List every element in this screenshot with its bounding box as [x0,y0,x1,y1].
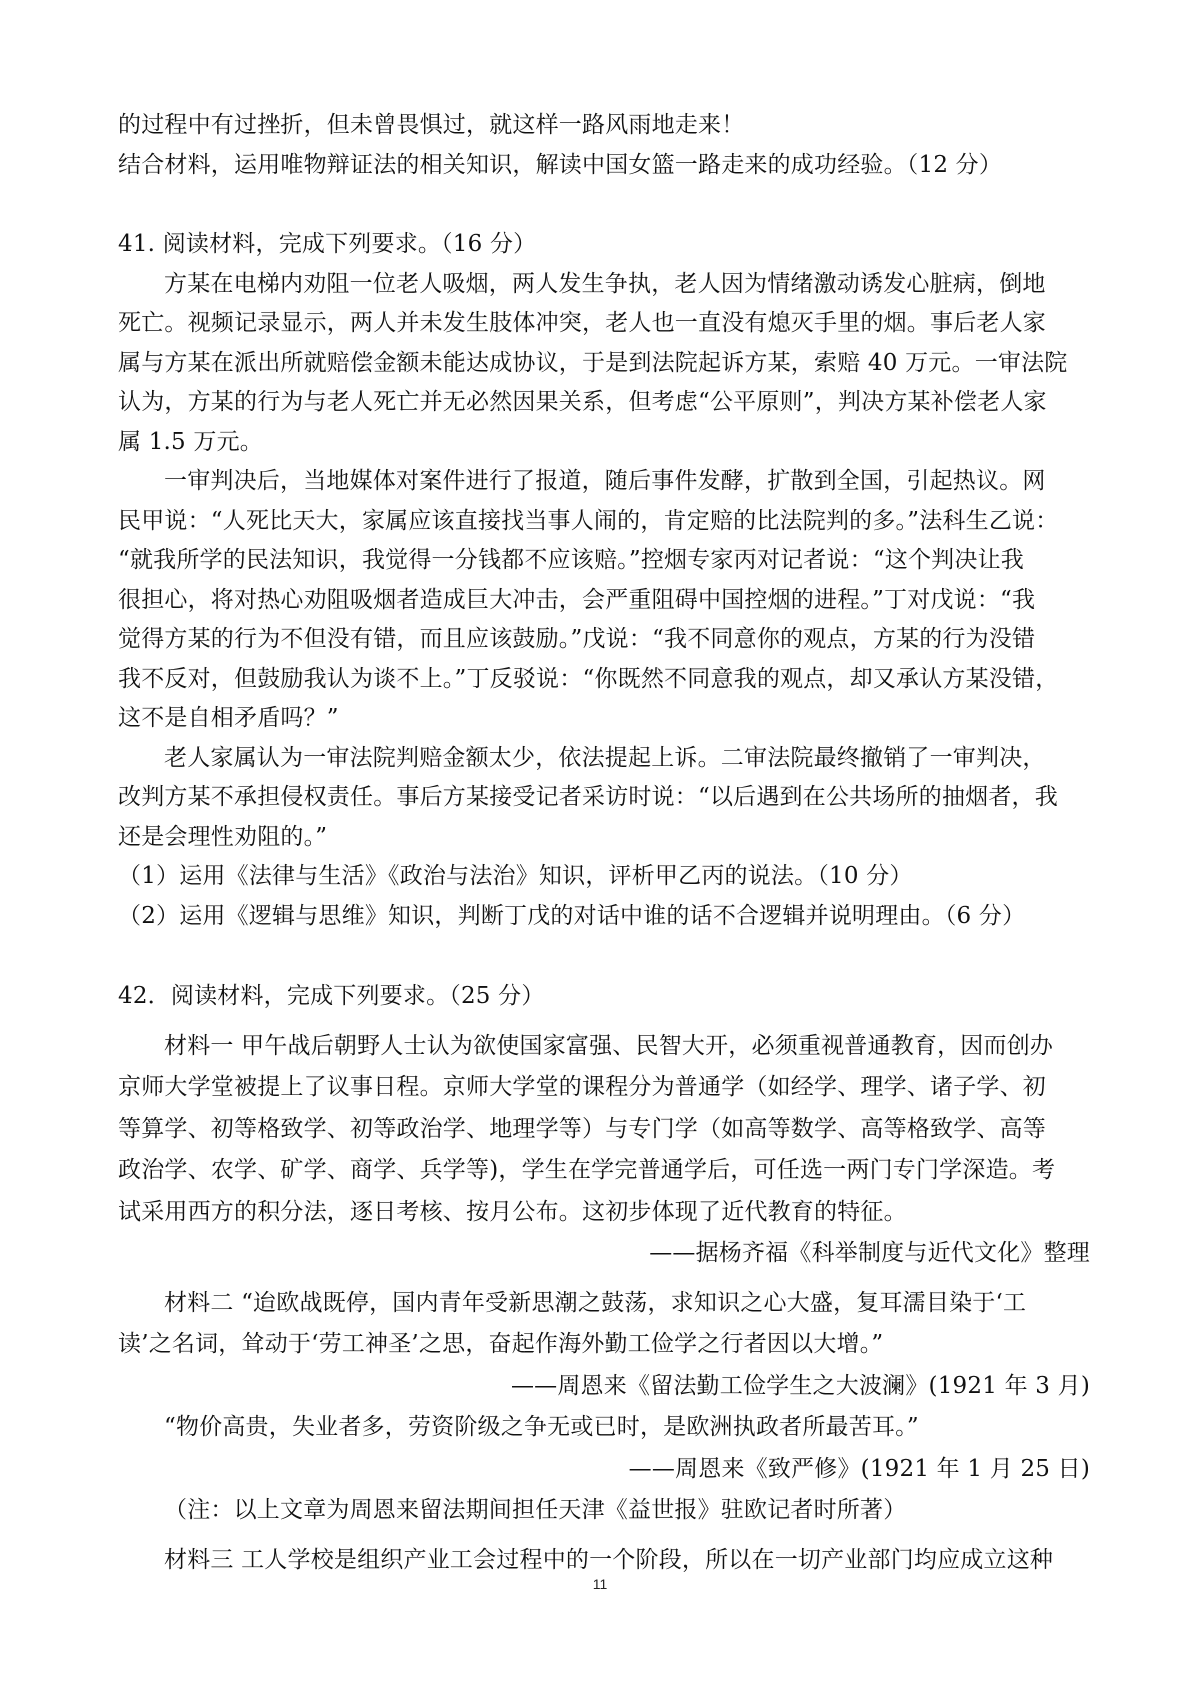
paragraph-line: 民甲说：“人死比天大，家属应该直接找当事人闹的，肯定赔的比法院判的多。”法科生乙说： [118,507,1059,534]
question-40-prompt: 结合材料，运用唯物辩证法的相关知识，解读中国女篮一路走来的成功经验。（12 分） [118,151,1003,178]
paragraph-line: 改判方某不承担侵权责任。事后方某接受记者采访时说：“以后遇到在公共场所的抽烟者，我 [118,784,1058,810]
material-2 [118,1283,1090,1532]
paragraph-line: 政治学、农学、矿学、商学、兵学等)，学生在学完普通学后，可任选一两门专门学深造。考 [118,1157,1056,1183]
paragraph-line: 属与方某在派出所就赔偿金额未能达成协议，于是到法院起诉方某，索赔 40 万元。一审法院 [118,349,1068,376]
paragraph-line: 等算学、初等格致学、初等政治学、地理学等）与专门学（如高等数学、高等格致学、高等 [118,1115,1046,1142]
paragraph-line: 属 1.5 万元。 [118,428,263,455]
paragraph-line: 京师大学堂被提上了议事日程。京师大学堂的课程分为普通学（如经学、理学、诸子学、初 [118,1074,1046,1100]
paragraph-line: 材料二 “迨欧战既停，国内青年受新思潮之鼓荡，求知识之心大盛，复耳濡目染于‘工 [164,1289,1027,1316]
paragraph-line: 试采用西方的积分法，逐日考核、按月公布。这初步体现了近代教育的特征。 [118,1198,907,1225]
paragraph-line: 觉得方某的行为不但没有错，而且应该鼓励。”戊说：“我不同意你的观点，方某的行为没错 [118,626,1036,652]
paragraph-line: 老人家属认为一审法院判赔金额太少，依法提起上诉。二审法院最终撤销了一审判决， [164,744,1046,771]
question-41-paragraph-2 [118,462,1090,739]
paragraph-line: 一审判决后，当地媒体对案件进行了报道，随后事件发酵，扩散到全国，引起热议。网 [164,468,1046,494]
question-40-tail [118,106,1090,185]
question-41-paragraph-1 [118,265,1090,463]
material-2-quote-2: “物价高贵，失业者多，劳资阶级之争无或已时，是欧洲执政者所最苦耳。” [164,1414,919,1440]
question-41-title: 41. 阅读材料，完成下列要求。（16 分） [118,231,537,257]
paragraph-line: “就我所学的民法知识，我觉得一分钱都不应该赔。”控烟专家丙对记者说：“这个判决让我 [118,547,1024,573]
paragraph-line: 认为，方某的行为与老人死亡并无必然因果关系，但考虑“公平原则”，判决方某补偿老人家 [118,389,1047,415]
paragraph-line: 我不反对，但鼓励我认为谈不上。”丁反驳说：“你既然不同意我的观点，却又承认方某没错， [118,665,1059,692]
material-2-source-1: ——周恩来《留法勤工俭学生之大波澜》(1921 年 3 月) [510,1372,1090,1399]
paragraph-line: 读’之名词，耸动于‘劳工神圣’之思，奋起作海外勤工俭学之行者因以大增。” [118,1331,884,1357]
paragraph-line: 材料一 甲午战后朝野人士认为欲使国家富强、民智大开，必须重视普通教育，因而创办 [164,1032,1054,1059]
material-1-source: ——据杨齐福《科举制度与近代文化》整理 [649,1240,1090,1266]
paragraph-line: 很担心，将对热心劝阻吸烟者造成巨大冲击，会严重阻碍中国控烟的进程。”丁对戊说：“我 [118,586,1036,613]
paragraph-line: 的过程中有过挫折，但未曾畏惧过，就这样一路风雨地走来！ [118,112,745,138]
paragraph-line: 材料三 工人学校是组织产业工会过程中的一个阶段，所以在一切产业部门均应成立这种 [164,1546,1054,1573]
question-42 [118,976,1090,1581]
paragraph-line: 死亡。视频记录显示，两人并未发生肢体冲突，老人也一直没有熄灭手里的烟。事后老人家 [118,310,1046,336]
paragraph-line: 这不是自相矛盾吗？” [118,705,339,731]
material-3 [118,1540,1090,1582]
material-2-note: （注：以上文章为周恩来留法期间担任天津《益世报》驻欧记者时所著） [164,1497,907,1523]
question-42-title: 42．阅读材料，完成下列要求。（25 分） [118,983,545,1009]
question-41 [118,225,1090,936]
spacer [118,936,1090,976]
spacer [118,185,1090,225]
page-content [118,106,1090,1581]
sub-question-1: （1）运用《法律与生活》《政治与法治》知识，评析甲乙丙的说法。（10 分） [118,863,913,889]
material-1 [118,1026,1090,1275]
sub-question-2: （2）运用《逻辑与思维》知识，判断丁戊的对话中谁的话不合逻辑并说明理由。（6 分） [118,902,1026,929]
material-2-source-2: ——周恩来《致严修》(1921 年 1 月 25 日) [628,1455,1090,1482]
paragraph-line: 还是会理性劝阻的。” [118,823,328,850]
paragraph-line: 方某在电梯内劝阻一位老人吸烟，两人发生争执，老人因为情绪激动诱发心脏病，倒地 [164,270,1046,297]
page-number: 11 [592,1576,608,1592]
question-41-paragraph-3 [118,739,1090,858]
